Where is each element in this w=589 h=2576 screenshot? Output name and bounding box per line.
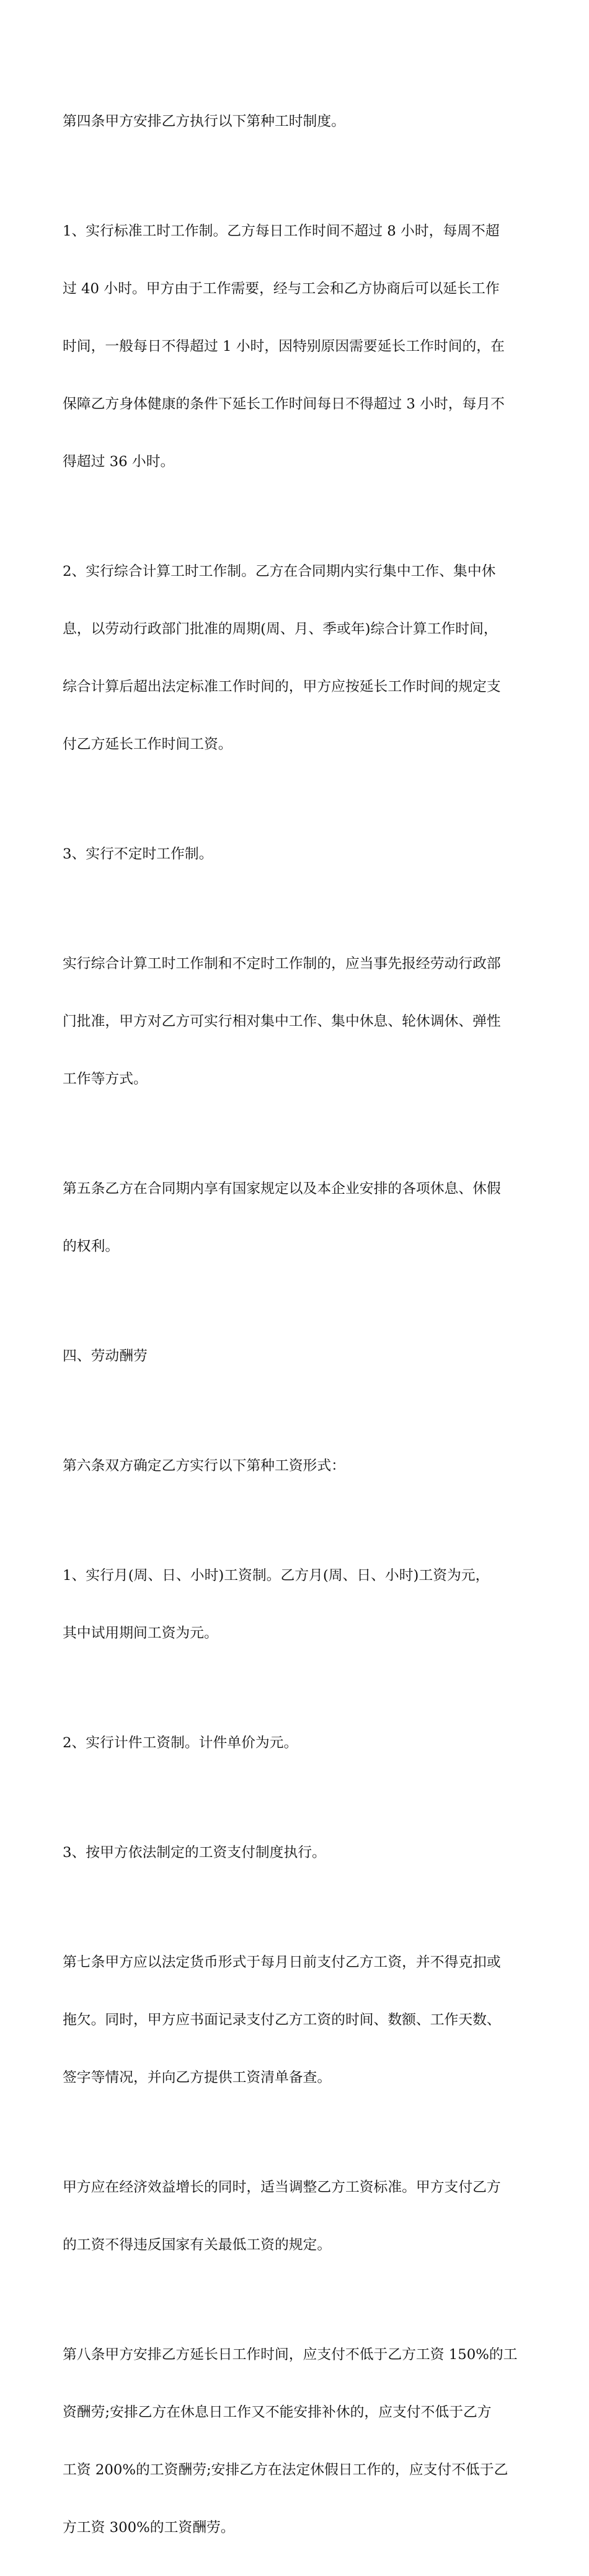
text-line: 第八条甲方安排乙方延长日工作时间，应支付不低于乙方工资 150%的工: [63, 2347, 518, 2363]
text-line: 资酬劳;安排乙方在休息日工作又不能安排补休的，应支付不低于乙方: [63, 2404, 492, 2420]
paragraph-standard-hours: [63, 183, 529, 510]
text-line: 第六条双方确定乙方实行以下第种工资形式：: [63, 1458, 345, 1474]
paragraph-article-7: [63, 1915, 529, 2126]
paragraph-article-5: [63, 1141, 529, 1295]
text-line: 付乙方延长工作时间工资。: [63, 736, 232, 752]
text-line: 1、实行月(周、日、小时)工资制。乙方月(周、日、小时)工资为元，: [63, 1568, 490, 1584]
text-line: 3、实行不定时工作制。: [63, 846, 213, 862]
text-line: 拖欠。同时，甲方应书面记录支付乙方工资的时间、数额、工作天数、: [63, 2012, 501, 2028]
text-line: 实行综合计算工时工作制和不定时工作制的，应当事先报经劳动行政部: [63, 956, 501, 972]
text-line: 过 40 小时。甲方由于工作需要，经与工会和乙方协商后可以延长工作: [63, 281, 500, 297]
text-line: 门批准，甲方对乙方可实行相对集中工作、集中休息、轮休调休、弹性: [63, 1013, 501, 1030]
text-line: 保障乙方身体健康的条件下延长工作时间每日不得超过 3 小时，每月不: [63, 396, 505, 412]
text-line: 甲方应在经济效益增长的同时，适当调整乙方工资标准。甲方支付乙方: [63, 2179, 501, 2195]
paragraph-article-6: [63, 1418, 529, 1514]
text-line: 四、劳动酬劳: [63, 1348, 148, 1364]
text-line: 3、按甲方依法制定的工资支付制度执行。: [63, 1845, 326, 1861]
paragraph-piece-wage: [63, 1695, 529, 1791]
text-line: 1、实行标准工时工作制。乙方每日工作时间不超过 8 小时，每周不超: [63, 223, 500, 239]
text-line: 时间，一般每日不得超过 1 小时，因特别原因需要延长工作时间的，在: [63, 338, 505, 355]
text-line: 方工资 300%的工资酬劳。: [63, 2520, 235, 2536]
section-heading-labor-remuneration: [63, 1308, 529, 1405]
paragraph-wage-adjustment: [63, 2140, 529, 2293]
text-line: 的工资不得违反国家有关最低工资的规定。: [63, 2237, 332, 2253]
paragraph-article-8: [63, 2307, 529, 2576]
paragraph-flexible-hours: [63, 806, 529, 902]
text-line: 的权利。: [63, 1238, 120, 1255]
text-line: 第七条甲方应以法定货币形式于每月日前支付乙方工资，并不得克扣或: [63, 1954, 501, 1970]
text-line: 第四条甲方安排乙方执行以下第种工时制度。: [63, 113, 345, 130]
text-line: 工作等方式。: [63, 1071, 148, 1087]
paragraph-time-wage: [63, 1528, 529, 1682]
text-line: 息，以劳动行政部门批准的周期(周、月、季或年)综合计算工作时间，: [63, 621, 498, 637]
paragraph-comprehensive-hours: [63, 524, 529, 793]
text-line: 签字等情况，并向乙方提供工资清单备查。: [63, 2070, 332, 2086]
paragraph-approval: [63, 916, 529, 1127]
text-line: 得超过 36 小时。: [63, 454, 175, 470]
text-line: 2、实行计件工资制。计件单价为元。: [63, 1735, 298, 1751]
paragraph-wage-system: [63, 1805, 529, 1901]
text-line: 第五条乙方在合同期内享有国家规定以及本企业安排的各项休息、休假: [63, 1181, 501, 1197]
text-line: 工资 200%的工资酬劳;安排乙方在法定休假日工作的，应支付不低于乙: [63, 2462, 508, 2478]
text-line: 2、实行综合计算工时工作制。乙方在合同期内实行集中工作、集中休: [63, 563, 496, 580]
paragraph-article-4: [63, 74, 529, 170]
text-line: 其中试用期间工资为元。: [63, 1625, 218, 1641]
text-line: 综合计算后超出法定标准工作时间的，甲方应按延长工作时间的规定支: [63, 679, 501, 695]
